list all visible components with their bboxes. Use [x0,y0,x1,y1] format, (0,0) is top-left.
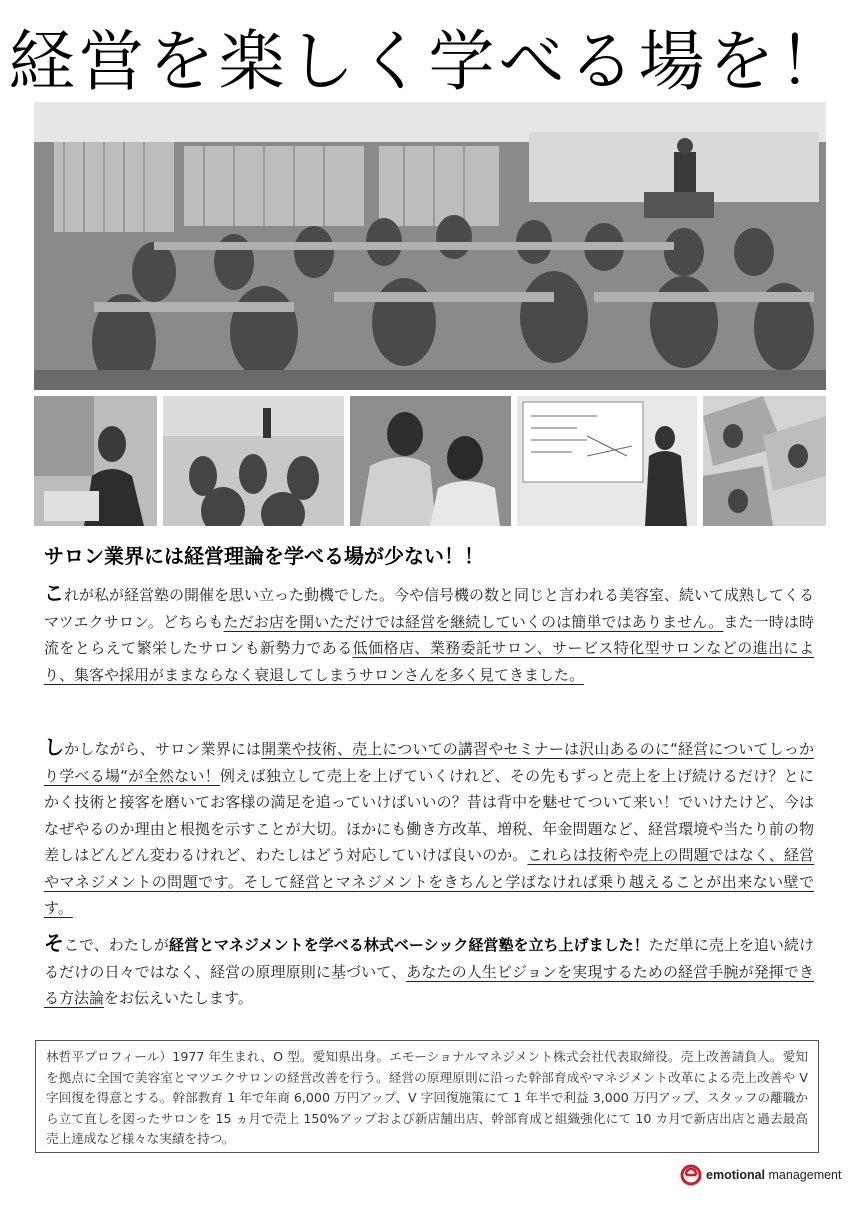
paragraph-motivation [44,580,814,688]
section-heading: サロン業界には経営理論を学べる場が少ない！！ [44,544,484,568]
logo-word-management: management [765,1168,842,1182]
portrait-photo [34,396,157,526]
company-logo [680,1163,841,1187]
logo-word-emotional: emotional [706,1168,766,1182]
text-span: をお伝えいたします。 [104,989,253,1007]
logo-mark-icon [680,1164,702,1186]
drop-letter: し [44,735,65,759]
bold-text: 経営とマネジメントを学べる林式ベーシック経営塾を立ち上げました！ [168,936,649,954]
underlined-text: 開業や技術、売上についての講習やセミナーは沢山あるのに“経営についてしっかり学べる場“が全然ない！ [44,740,814,785]
underlined-text: 低価格店、業務委託サロン、サービス特化型サロンなどの進出により、集客や採用がままならなく衰退してしまうサロンさんを多く見てきました。 [44,639,814,684]
drop-letter: そ [44,931,65,955]
collage-photo [703,396,826,526]
underlined-text: これらは技術や売上の問題ではなく、経営やマネジメントの問題です。そして経営とマネジメントをきちんと学ばなければ乗り越えることが出来ない壁です。 [44,846,814,917]
seminar-main-photo [34,102,826,390]
underlined-text: あなたの人生ビジョンを実現するための経営手腕が発揮できる方法論 [44,962,815,1007]
whiteboard-photo [517,396,697,526]
text-span: かしながら、サロン業界には [64,740,262,758]
profile-box: 林哲平プロフィール）1977 年生まれ、O 型。愛知県出身。エモーショナルマネジメント株式会社代表取締役。売上改善請負人。愛知を拠点に全国で美容室とマツエクサロンの経営改善を行う。経営の原理原則に沿った幹部育成やマネジメント改革による売上改善や V 字回復を得意とする。幹部教育 1 年で年商 6,000 万円アップ、V 字回復施策にて 1 年半で利益 3,000 万円アップ、スタッフの離職から立て直しを図ったサロンを 15 ヵ月で売上 150%アップおよび新店舗出店、幹部育成と組織強化にて 10 カ月で新店出店と過去最高売上達成など様々な実績を持つ。 [35,1040,819,1153]
logo-text [706,1168,841,1182]
mentoring-photo [350,396,511,526]
paragraph-problem [44,734,814,922]
classroom-photo [163,396,344,526]
text-span: また一時は時流をとらえて繁栄したサロンも新勢力である [44,612,814,657]
drop-letter: こ [44,581,64,605]
text-span: ただ単に売上を追い続けるだけの日々ではなく、経営の原理原則に基づいて、 [44,936,814,981]
page-title: 経営を楽しく学べる場を！ [8,23,849,100]
underlined-text: ただお店を開いただけでは経営を継続していくのは簡単ではありません。 [223,612,724,631]
text-span: れが私が経営塾の開催を思い立った動機でした。今や信号機の数と同じと言われる美容室、続いて成熟してくるマツエクサロン。どちらも [44,586,815,631]
text-span: 例えば独立して売上を上げていくけれど、その先もずっと売上を上げ続けるだけ？とにかく技術と接客を磨いてお客様の満足を追っていけばいいの？昔は背中を魅せてついて来い！でいけたけど、今はなぜやるのか理由と根拠を示すことが大切。ほかにも働き方改革、増税、年金問題など、経営環境や当たり前の物差しはどんどん変わるけれど、わたしはどう対応していけば良いのか。 [44,766,814,864]
paragraph-solution [44,930,814,1012]
text-span: こで、わたしが [64,936,169,954]
